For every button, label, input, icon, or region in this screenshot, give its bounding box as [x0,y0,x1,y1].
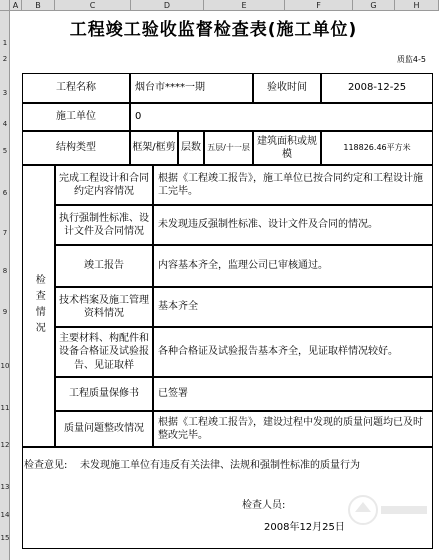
contractor-value[interactable]: 0 [130,103,433,131]
row-header[interactable]: 7 [2,229,8,237]
floors-value[interactable]: 五层/十一层 [204,131,253,165]
column-header[interactable]: G [353,0,395,11]
item-value[interactable]: 根据《工程竣工报告》，建设过程中发现的质量问题均已及时整改完毕。 [153,411,433,447]
row-header[interactable]: 12 [0,441,10,449]
column-header[interactable]: B [22,0,55,11]
column-header-bar [0,0,439,11]
corner-cell[interactable] [0,0,10,11]
row-header[interactable]: 6 [2,189,8,197]
row-header[interactable]: 11 [0,404,10,412]
item-label: 主要材料、构配件和设备合格证及试验报告、见证取样 [55,327,153,377]
row-header[interactable]: 10 [0,362,10,370]
floors-label: 层数 [178,131,204,165]
opinion-label: 检查意见: [24,460,68,471]
form-number: 质监4-5 [396,55,426,64]
row-header[interactable]: 14 [0,511,10,519]
column-header[interactable]: C [55,0,131,11]
item-value[interactable]: 未发现违反强制性标准、设计文件及合同的情况。 [153,205,433,245]
row-header[interactable]: 5 [2,147,8,155]
area-value[interactable]: 118826.46平方米 [321,131,433,165]
item-value[interactable]: 根据《工程竣工报告》，施工单位已按合同约定和工程设计施工完毕。 [153,165,433,205]
sheet-grid [10,11,439,560]
row-header[interactable]: 13 [0,483,10,491]
column-header[interactable]: D [131,0,204,11]
column-header[interactable]: H [395,0,439,11]
row-header[interactable]: 9 [2,308,8,316]
project-name-value[interactable]: 烟台市****一期 [130,73,253,103]
inspection-date[interactable]: 2008年12月25日 [264,522,345,533]
item-label: 工程质量保修书 [55,377,153,411]
contractor-label: 施工单位 [22,103,130,131]
column-header[interactable]: F [285,0,353,11]
item-label: 完成工程设计和合同约定内容情况 [55,165,153,205]
item-label: 质量问题整改情况 [55,411,153,447]
opinion-value[interactable]: 未发现施工单位有违反有关法律、法规和强制性标准的质量行为 [80,460,360,471]
inspector-label: 检查人员: [242,500,286,511]
row-header[interactable]: 8 [2,267,8,275]
row-header[interactable]: 3 [2,89,8,97]
acceptance-time-label: 验收时间 [253,73,321,103]
item-value[interactable]: 基本齐全 [153,287,433,327]
row-header[interactable]: 15 [0,534,10,542]
item-value[interactable]: 已签署 [153,377,433,411]
structure-label: 结构类型 [22,131,130,165]
item-label: 技术档案及施工管理资料情况 [55,287,153,327]
column-header[interactable]: E [204,0,285,11]
watermark-logo-icon [343,490,433,530]
item-label: 执行强制性标准、设计文件及合同情况 [55,205,153,245]
item-value[interactable]: 各种合格证及试验报告基本齐全，见证取样情况较好。 [153,327,433,377]
row-header[interactable]: 1 [2,39,8,47]
item-label: 竣工报告 [55,245,153,287]
acceptance-time-value[interactable]: 2008-12-25 [321,73,433,103]
area-label: 建筑面积或规模 [253,131,321,165]
inspection-label: 检查情况 [22,165,55,447]
row-header[interactable]: 2 [2,55,8,63]
structure-value[interactable]: 框架/框剪 [130,131,178,165]
row-header-bar [0,11,10,560]
column-header[interactable]: A [10,0,22,11]
row-header[interactable]: 4 [2,120,8,128]
form-title: 工程竣工验收监督检查表(施工单位) [69,19,358,40]
project-name-label: 工程名称 [22,73,130,103]
item-value[interactable]: 内容基本齐全，监理公司已审核通过。 [153,245,433,287]
